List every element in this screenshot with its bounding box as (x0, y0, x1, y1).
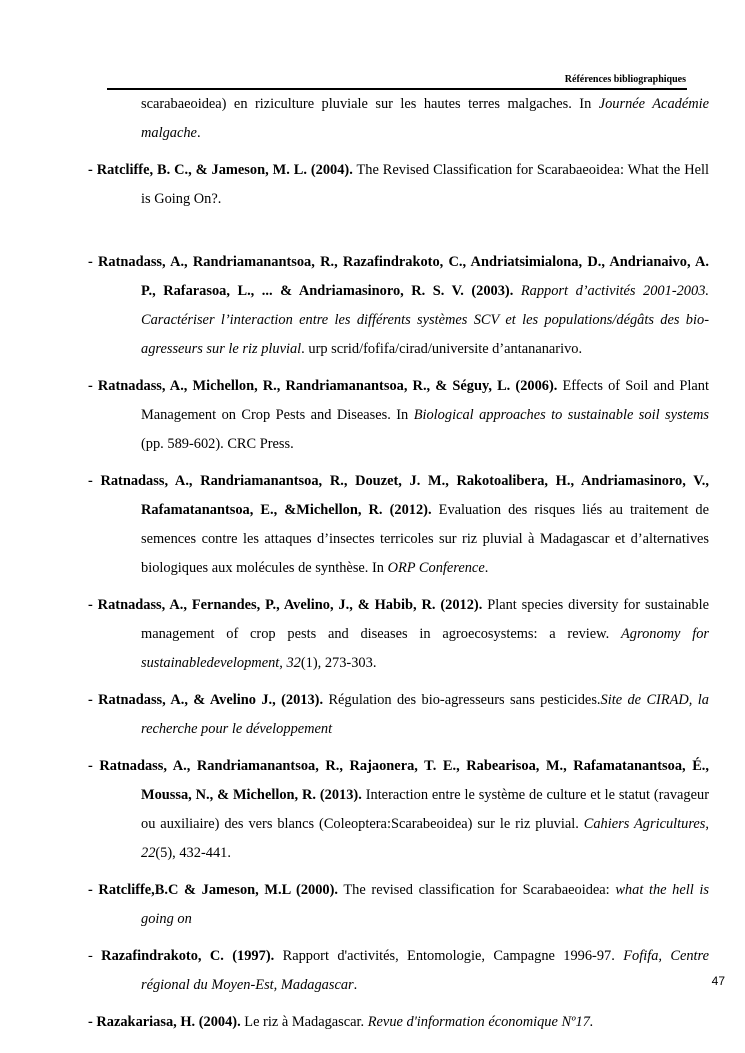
reference-text: scarabaeoidea) en riziculture pluviale sur les hautes terres malgaches. In (141, 96, 599, 112)
reference-text: Le riz à Madagascar. (240, 1014, 368, 1030)
reference-source: Journée Académie malgache (141, 96, 709, 141)
reference-ratnadass-2013a (88, 686, 709, 744)
reference-source: Revue d'information économique Nº17. (367, 1014, 594, 1030)
reference-continuation (88, 90, 709, 148)
reference-source: Biological approaches to sustainable soil systems (413, 407, 709, 423)
reference-authors: - Ratnadass, A., Randriamanantsoa, R., Rajaonera, T. E., Rabearisoa, M., Rafamatanantsoa, É., Moussa, N., & Michellon, R. (2013). (88, 758, 709, 803)
reference-text: Plant species diversity for sustainable management of crop pests and diseases in agroecosystems: a review. (141, 597, 709, 642)
reference-ratnadass-2012b (88, 591, 709, 678)
reference-source: what the hell is going on (141, 882, 709, 927)
reference-text: The revised classification for Scarabaeoidea: (338, 882, 616, 898)
reference-ratnadass-2012a (88, 467, 709, 583)
reference-authors: - Ratnadass, A., & Avelino J., (2013). (88, 692, 324, 708)
reference-authors: - Ratcliffe,B.C & Jameson, M.L (2000). (88, 882, 339, 898)
reference-authors: - Ratnadass, A., Randriamanantsoa, R., Razafindrakoto, C., Andriatsimialona, D., Andrianaivo, A. P., Rafarasoa, L., ... & Andriamasinoro, R. S. V. (2003). (88, 254, 709, 299)
reference-source: Site de CIRAD, la recherche pour le développement (141, 692, 709, 737)
reference-text: (5), 432-441. (155, 845, 231, 861)
reference-ratnadass-2006 (88, 372, 709, 459)
reference-text: Evaluation des risques liés au traitement de semences contre les attaques d’insectes terricoles sur riz pluvial à Madagascar et d’alternatives biologiques aux molécules de synthèse. In (141, 502, 709, 576)
reference-ratcliffe-2000 (88, 876, 709, 934)
reference-authors: Razafindrakoto, C. (1997). (101, 948, 275, 964)
reference-ratnadass-2003 (88, 248, 709, 364)
reference-razafindrakoto-1997 (88, 942, 709, 1000)
reference-authors: - Ratnadass, A., Fernandes, P., Avelino, J., & Habib, R. (2012). (88, 597, 483, 613)
reference-text: , (705, 816, 710, 832)
reference-text: (pp. 589-602). CRC Press. (141, 436, 294, 452)
reference-text: Effects of Soil and Plant Management on Crop Pests and Diseases. In (141, 378, 709, 423)
reference-text: . (196, 125, 201, 141)
reference-source: Rapport d’activités 2001-2003. Caractériser l’interaction entre les différents systèmes SCV et les populations/dégâts des bio-agresseurs sur le riz pluvial (141, 283, 709, 357)
reference-text: Interaction entre le système de culture et le statut (ravageur ou auxiliaire) des vers blancs (Coleoptera:Scarabeoidea) sur le riz pluvial. (141, 787, 709, 832)
reference-list (88, 90, 709, 1045)
reference-ratnadass-2013b (88, 752, 709, 868)
running-header: Références bibliographiques (564, 74, 686, 85)
reference-source: Cahiers Agricultures (583, 816, 706, 832)
reference-text: Régulation des bio-agresseurs sans pesticides. (323, 692, 601, 708)
reference-ratcliffe-2004 (88, 156, 709, 214)
reference-authors: - Ratnadass, A., Randriamanantsoa, R., Douzet, J. M., Rakotoalibera, H., Andriamasinoro, V., Rafamatanantsoa, E., &Michellon, R. (2012). (88, 473, 709, 518)
page-number: 47 (711, 974, 725, 988)
reference-text: , (279, 655, 287, 671)
reference-text: The Revised Classification for Scarabaeoidea: What the Hell is Going On?. (141, 162, 709, 207)
reference-text: . (353, 977, 358, 993)
reference-text: . urp scrid/fofifa/cirad/universite d’antananarivo. (301, 341, 583, 357)
reference-source: Agronomy for sustainabledevelopment (141, 626, 709, 671)
reference-authors: - Ratnadass, A., Michellon, R., Randriamanantsoa, R., & Séguy, L. (2006). (88, 378, 558, 394)
reference-authors: - Ratcliffe, B. C., & Jameson, M. L. (2004). (88, 162, 353, 178)
reference-text: (1), 273-303. (300, 655, 377, 671)
reference-source: 32 (286, 655, 301, 671)
reference-authors: - Razakariasa, H. (2004). (88, 1014, 241, 1030)
reference-source: 22 (141, 845, 156, 861)
reference-source: Fofifa, Centre régional du Moyen-Est, Madagascar (141, 948, 710, 993)
reference-text: - (88, 948, 102, 964)
reference-text: Rapport d'activités, Entomologie, Campagne 1996-97. (274, 948, 624, 964)
reference-text: . (484, 560, 489, 576)
reference-razakariasa-2004 (88, 1008, 709, 1037)
reference-source: ORP Conference (387, 560, 485, 576)
